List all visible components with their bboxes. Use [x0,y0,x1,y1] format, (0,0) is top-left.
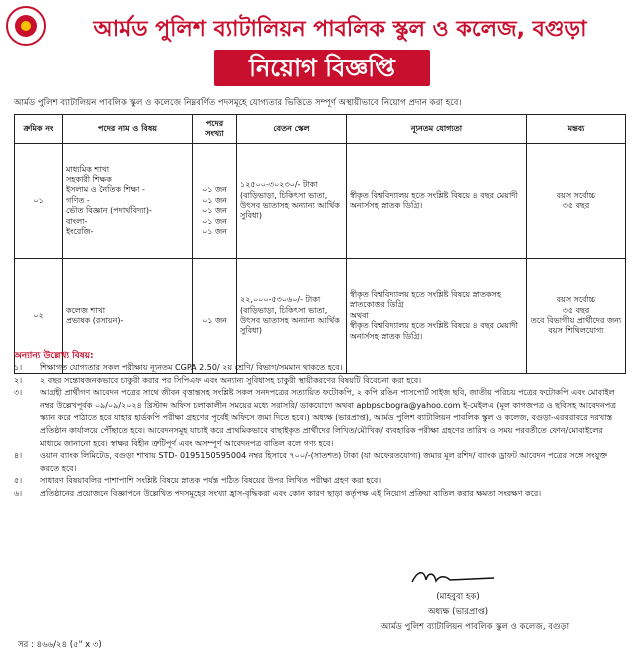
row-count: ০১ জন ০১ জন ০১ জন ০১ জন ০১ জন [193,144,237,259]
row-salary: ২২,০০০-৫৩০৬০/- টাকা (বাড়িভাড়া, চিকিৎসা ভাতা, উৎসব ভাতাসহ অন্যান্য আর্থিক সুবিধা) [237,259,347,374]
row-salary: ১২৫০০-৩০২৩০/- টাকা (বাড়িভাড়া, চিকিৎসা ভাতা, উৎসব ভাতাসহ অন্যান্য আর্থিক সুবিধা) [237,144,347,259]
list-item [14,488,626,501]
item-number: ৪। [14,451,23,461]
list-item [14,475,626,488]
item-number: ১। [14,363,23,372]
item-text: শিক্ষাগত যোগ্যতার সকল পরীক্ষায় ন্যূনতম CGPA 2.50/ ২য় শ্রেণি/ বিভাগ/সমমান থাকতে হবে। [40,363,343,372]
item-text: আগ্রহী প্রার্থীগণ আবেদন পত্রের সাথে জীবন বৃত্তান্তসহ সংশ্লিষ্ট সকল সনদপত্রের সত্যায়িত ফটোকপি, ২ কপি রঙিন পাসপোর্ট সাইজ ছবি, জাতীয় পরিচয় পত্রের ফটোকপি এবং মোবাইল নম্বর উল্লেখপূর্বক ০৯/০৯/২০২৪ খ্রিস্টাব্দ অফিস চলাকালীন সময়ের মধ্যে সরাসরি/ ডাকযোগে অথবা apbpscbogra@yahoo.com ই-মেইলএ (মূল কাগজপত্র ও ছবিসহ আবেদনপত্র স্ক্যান করে পাঠাতে হবে যাহার হার্ডকপি পরীক্ষা গ্রহণের পূর্বেই অফিসে জমা দিতে হবে।) অধ্যক্ষ (ভারপ্রাপ্ত), আর্মড পুলিশ ব্যাটালিয়ন পাবলিক স্কুল ও কলেজ, বগুড়া-এরবরাবরে দরখাস্ত প্রতিষ্ঠান কার্যালয়ে পৌঁছাতে হবে। আবেদনসমূহ যাচাই করে প্রাথমিকভাবে বাছাইকৃত প্রার্থীদের লিখিত/মৌখিক/ ব্যবহারিক পরীক্ষা গ্রহণের তারিখ ও সময় পরবর্তীতে ফোন/মোবাইলের মাধ্যমে জানানো হবে। স্বাক্ষর বিহীন ত্রুটিপূর্ণ এবং অসম্পূর্ণ আবেদনপত্র বাতিল বলে গণ্য হবে। [40,388,617,448]
posts-table [14,114,626,374]
row-post: মাধ্যমিক শাখা সহকারী শিক্ষক ইসলাম ও নৈতিক শিক্ষা - গণিত - ভৌত বিজ্ঞান (পদার্থবিদ্যা)- বাংলা- ইংরেজি- [63,144,193,259]
item-number: ৩। [14,388,23,398]
list-item [14,362,626,375]
row-remarks: বয়স সর্বোচ্চ ৩৫ বছর তবে বিভাগীয় প্রার্থীদের জন্য বয়স শিথিলযোগ্য [527,259,626,374]
row-qualification: স্বীকৃত বিশ্ববিদ্যালয় হতে সংশ্লিষ্ট বিষয়ে স্নাতকসহ স্নাতকোত্তর ডিগ্রি অথবা স্বীকৃত বিশ্ববিদ্যালয় হতে সংশ্লিষ্ট বিষয়ে ৪ বছর মেয়াদী অনার্সসহ স্নাতক ডিগ্রি। [347,259,527,374]
table-row [15,144,626,259]
item-number: ৫। [14,476,23,486]
handwritten-signature [408,566,498,588]
misc-list [14,362,626,501]
row-qualification: স্বীকৃত বিশ্ববিদ্যালয় হতে সংশ্লিষ্ট বিষয়ে ৪ বছর মেয়াদী অনার্সসহ স্নাতক ডিগ্রি। [347,144,527,259]
row-serial: ০২ [15,259,63,374]
table-row [15,259,626,374]
recruitment-banner: নিয়োগ বিজ্ঞপ্তি [214,50,430,86]
misc-title: অন্যান্য উল্লেখ্য বিষয়: [14,351,94,361]
row-count: ০১ জন [193,259,237,374]
school-emblem-icon [6,6,46,46]
list-item [14,375,626,388]
list-item [14,387,626,450]
col-header-serial: ক্রমিক নং [15,115,63,144]
list-item [14,450,626,475]
reference-number: সর : ৪৬৬/২৪ (৫" x ৩) [18,640,102,650]
table-header-row [15,115,626,144]
signatory-institution: আর্মড পুলিশ ব্যাটালিয়ন পাবলিক স্কুল ও কলেজ, বগুড়া [380,622,570,632]
item-number: ৬। [14,488,23,498]
col-header-remarks: মন্তব্য [527,115,626,144]
row-serial: ০১ [15,144,63,259]
row-post: কলেজ শাখা প্রভাষক (রসায়ন)- [63,259,193,374]
col-header-count: পদের সংখ্যা [193,115,237,144]
signatory-name: (মাহবুবা হক) [436,592,480,602]
signatory-designation: অধ্যক্ষ (ভারপ্রাপ্ত) [427,607,489,617]
col-header-qualification: ন্যূনতম যোগ্যতা [347,115,527,144]
col-header-salary: বেতন স্কেল [237,115,347,144]
institution-title: আর্মড পুলিশ ব্যাটালিয়ন পাবলিক স্কুল ও কলেজ, বগুড়া [93,17,587,42]
item-text: প্রতিষ্ঠানের প্রয়োজনে বিজ্ঞাপনে উল্লেখিত পদসমূহের সংখ্যা হ্রাস-বৃদ্ধিকরা এবং কোন কারণ ছাড়া কর্তৃপক্ষ এই নিয়োগ প্রক্রিয়া বাতিল করার ক্ষমতা সংরক্ষণ করে। [40,488,542,498]
item-text: ২ বছর সন্তোষজনকভাবে চাকুরী করার পর সিপিএফ এবং অন্যান্য সুবিধাসহ চাকুরী স্থায়ীকরণের বিষয়টি বিবেচনা করা হবে। [40,375,422,385]
item-text: ওয়ান ব্যাংক লিমিটেড, বগুড়া শাখায় STD- 0195150595004 নম্বর হিসাবে ৭০০/-(সাতশত) টাকা (যা অফেরতযোগ্য) জমার মূল রশিদ/ ব্যাংক ড্রাফট আবেদন পত্রের সঙ্গে সংযুক্ত করতে হবে। [40,451,607,473]
item-text: সাধারণ বিষয়াবলির পাশাপাশি সংশ্লিষ্ট বিষয়ে স্নাতক পর্যন্ত পঠিত বিষয়ের উপর লিখিত পরীক্ষা গ্রহণ করা হবে। [40,476,382,486]
item-number: ২। [14,375,23,385]
row-remarks: বয়স সর্বোচ্চ ৩৫ বছর [527,144,626,259]
col-header-post: পদের নাম ও বিষয় [63,115,193,144]
intro-text: আর্মড পুলিশ ব্যাটালিয়ন পাবলিক স্কুল ও কলেজে নিম্নবর্ণিত পদসমূহে যোগ্যতার ভিত্তিতে সম্পূর্ণ অস্থায়ীভাবে নিয়োগ প্রদান করা হবে। [14,98,462,108]
